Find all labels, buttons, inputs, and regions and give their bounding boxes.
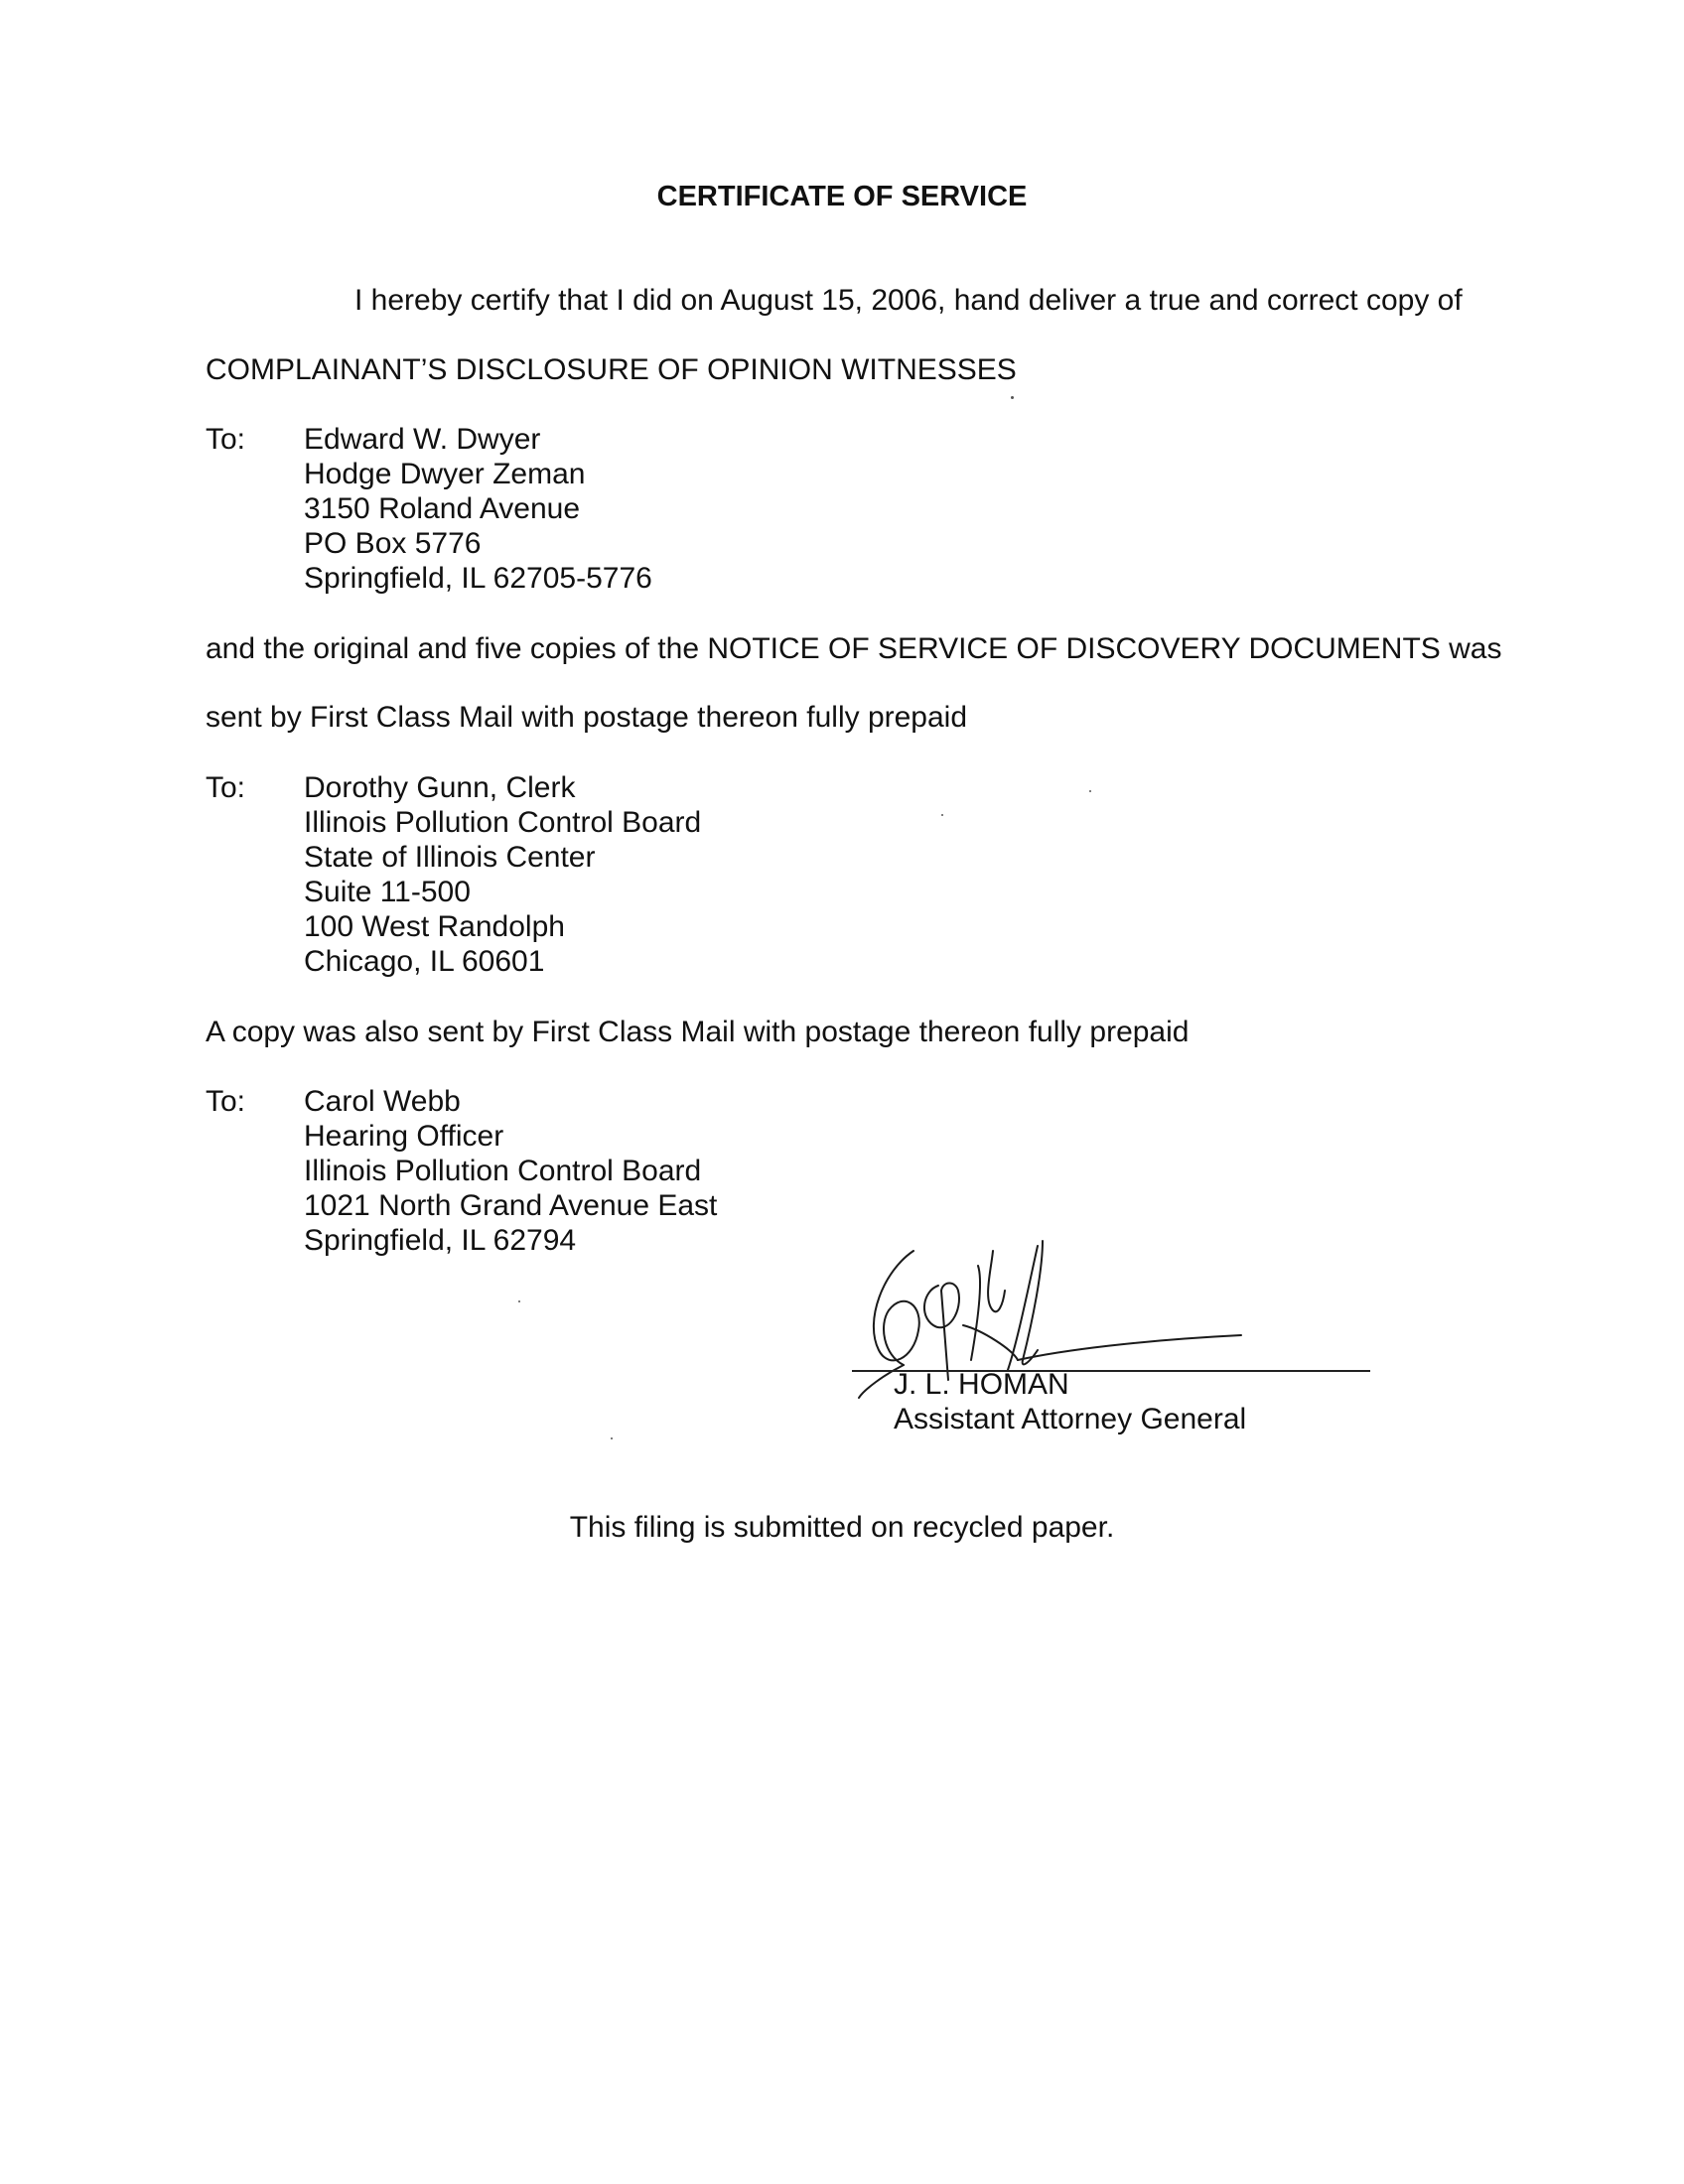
recipient-address-2 — [304, 770, 701, 979]
address-line: 100 West Randolph — [304, 910, 565, 943]
certificate-title: CERTIFICATE OF SERVICE — [656, 181, 1028, 212]
address-line: Illinois Pollution Control Board — [304, 806, 702, 839]
to-label-3: To: — [206, 1085, 246, 1118]
address-line: Springfield, IL 62794 — [304, 1224, 577, 1257]
served-document-title: COMPLAINANT’S DISCLOSURE OF OPINION WITNESSES — [206, 353, 1017, 386]
paragraph-original-copies: and the original and five copies of the NOTICE OF SERVICE OF DISCOVERY DOCUMENTS was — [206, 632, 1502, 665]
address-line: PO Box 5776 — [304, 527, 482, 560]
recycled-paper-note: This filing is submitted on recycled paper. — [569, 1511, 1115, 1544]
address-line: Carol Webb — [304, 1085, 461, 1118]
scan-speck — [1089, 790, 1091, 792]
address-line: 1021 North Grand Avenue East — [304, 1189, 718, 1222]
address-line: Hearing Officer — [304, 1120, 504, 1153]
address-line: Illinois Pollution Control Board — [304, 1155, 702, 1187]
recipient-address-3 — [304, 1084, 717, 1258]
address-line: State of Illinois Center — [304, 841, 596, 874]
signer-name: J. L. HOMAN — [894, 1368, 1069, 1401]
address-line: Dorothy Gunn, Clerk — [304, 771, 576, 804]
to-label-2: To: — [206, 771, 246, 804]
recipient-address-1 — [304, 422, 652, 596]
paragraph-copy-also-sent: A copy was also sent by First Class Mail with postage thereon fully prepaid — [206, 1016, 1190, 1048]
scan-speck — [611, 1437, 613, 1439]
paragraph-first-class-mail: sent by First Class Mail with postage thereon fully prepaid — [206, 701, 968, 734]
intro-line: I hereby certify that I did on August 15, 2006, hand deliver a true and correct copy of — [354, 284, 1463, 317]
address-line: 3150 Roland Avenue — [304, 492, 581, 525]
address-line: Chicago, IL 60601 — [304, 945, 545, 978]
scan-speck — [941, 814, 943, 816]
signer-title: Assistant Attorney General — [894, 1403, 1247, 1435]
address-line: Suite 11-500 — [304, 876, 471, 908]
address-line: Hodge Dwyer Zeman — [304, 458, 586, 490]
to-label-1: To: — [206, 423, 246, 456]
scan-speck — [518, 1300, 520, 1302]
scan-speck — [1011, 396, 1014, 399]
address-line: Edward W. Dwyer — [304, 423, 541, 456]
address-line: Springfield, IL 62705-5776 — [304, 562, 652, 595]
